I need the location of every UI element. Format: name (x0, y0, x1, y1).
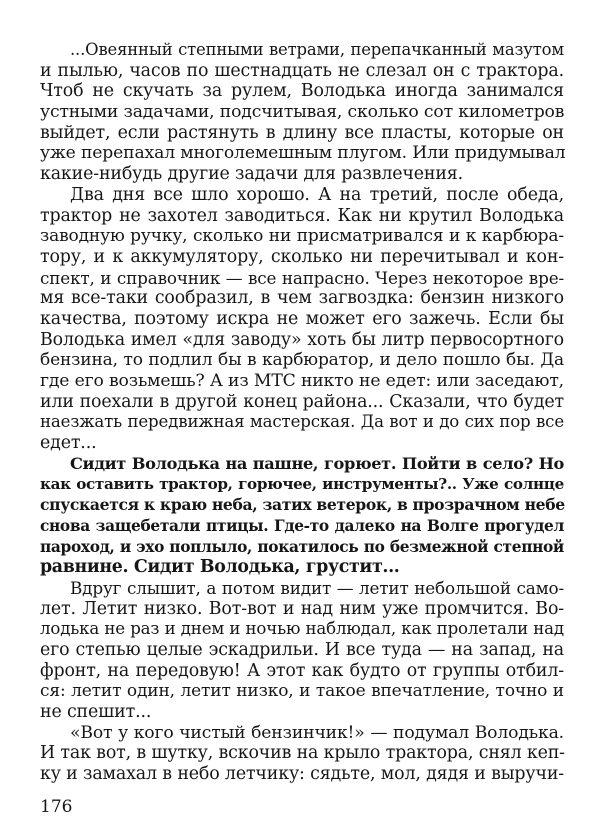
text-line: равнине. Сидит Володька, грустит... (40, 557, 400, 578)
text-line: лет. Летит низко. Вот-вот и над ним уже промчится. Во- (40, 598, 564, 619)
text-line: не спешит... (40, 702, 152, 722)
paragraph (40, 40, 564, 185)
text-line: тору, и к аккумулятору, сколько ни перечитывал и кон- (40, 246, 564, 267)
text-line: устными задачами, подсчитывая, сколько сот километров (40, 102, 565, 123)
text-line: какие-нибудь другие задачи для развлечения. (40, 164, 463, 185)
text-line: бензина, то подлил бы в карбюратор, и дело пошло бы. Да (40, 350, 564, 371)
paragraph (40, 723, 564, 785)
paragraph (40, 454, 564, 578)
text-line: фронт, на передовую! А этот как будто от группы отбил- (40, 660, 564, 681)
text-line: мя все-таки сообразил, в чем загвоздка: бензин низкого (40, 288, 564, 309)
text-line: качества, поэтому искра не может его зажечь. Если бы (40, 308, 564, 329)
text-line: спускается к краю неба, затих ветерок, в прозрачном небе (40, 495, 565, 515)
text-line: где его возьмешь? А из МТС никто не едет: или заседают, (40, 371, 564, 391)
paragraph (40, 578, 564, 723)
text-line: И так вот, в шутку, вскочив на крыло трактора, снял кеп- (40, 743, 565, 764)
text-line: пароход, и эхо поплыло, покатилось по безмежной степной (40, 537, 564, 556)
text-line: или поехали в другой конец района... Сказали, что будет (40, 391, 564, 412)
text-line: Вдруг слышит, а потом видит — летит небольшой само- (70, 577, 564, 598)
text-line: Чтоб не скучать за рулем, Володька иногда занимался (40, 81, 564, 102)
text-line: Два дня все шло хорошо. А на третий, после обеда, (70, 184, 564, 205)
text-line: и пылью, часов по шестнадцать не слезал он с трактора. (40, 60, 564, 81)
book-page-text (40, 40, 564, 785)
text-line: едет... (40, 433, 97, 454)
text-line: наезжать передвижная мастерская. Да вот и до сих пор все (40, 412, 564, 432)
text-line: ся: летит один, летит низко, и такое впечатление, точно и (40, 681, 564, 702)
text-line: его степью целые эскадрильи. И все туда — на запад, на (40, 639, 564, 660)
text-line: снова защебетали птицы. Где-то далеко на Волге прогудел (40, 516, 564, 535)
text-line: уже перепахал многолемешным плугом. Или придумывал (40, 143, 566, 164)
text-line: заводную ручку, сколько ни присматривался и к карбюра- (40, 226, 564, 247)
text-line: Володька имел «для заводу» хоть бы литр первосортного (40, 329, 564, 350)
text-line: «Вот у кого чистый бензинчик!» — подумал Володька. (70, 722, 564, 743)
text-line: как оставить трактор, горючее, инструменты?.. Уже солнце (40, 475, 564, 494)
text-line: Сидит Володька на пашне, горюет. Пойти в село? Но (70, 453, 564, 473)
text-line: выйдет, если растянуть в длину все пласты, которые он (40, 122, 564, 143)
text-line: ...Овеянный степными ветрами, перепачканный мазутом (70, 40, 564, 59)
text-line: спект, и справочник — все напрасно. Через некоторое вре- (40, 267, 564, 288)
text-line: лодька не раз и днем и ночью наблюдал, как пролетали над (40, 619, 564, 639)
paragraph (40, 185, 564, 454)
page-number: 176 (40, 797, 73, 817)
text-line: трактор не захотел заводиться. Как ни крутил Володька (40, 205, 564, 226)
text-line: ку и замахал в небо летчику: сядьте, мол, дядя и выручи- (40, 764, 564, 785)
